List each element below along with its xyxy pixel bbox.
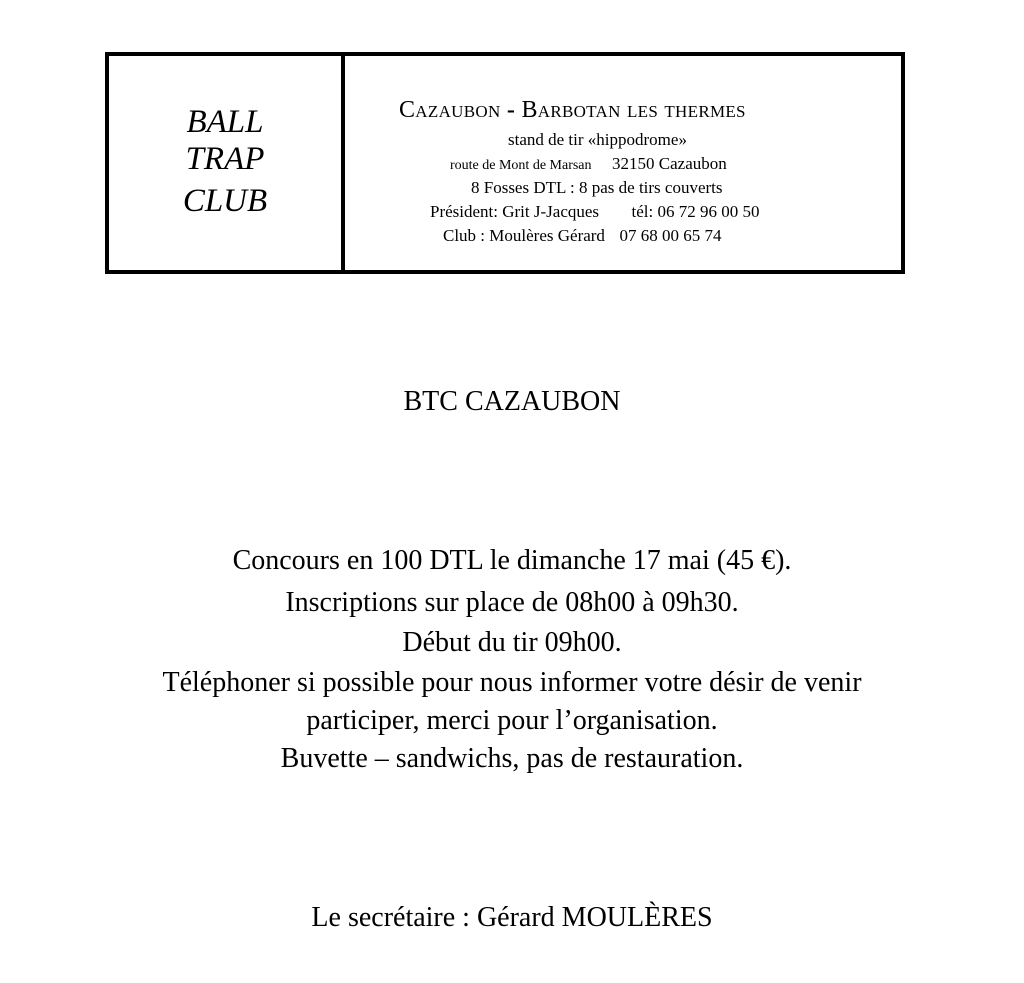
announcement-line-1: Concours en 100 DTL le dimanche 17 mai (45 €). — [232, 545, 792, 576]
venue-title-separator: - — [506, 97, 516, 123]
fosses-info: 8 Fosses DTL : 8 pas de tirs couverts — [471, 178, 723, 197]
venue-title — [399, 96, 746, 124]
club-info-cell — [345, 56, 901, 270]
club-name-line-2: TRAP — [185, 141, 265, 177]
signature: Le secrétaire : Gérard MOULÈRES — [311, 902, 713, 933]
president-name: Président: Grit J-Jacques — [430, 202, 600, 221]
address-route: route de Mont de Marsan — [450, 158, 592, 173]
club-contact-phone: 07 68 00 65 74 — [619, 226, 722, 245]
president-phone: tél: 06 72 96 00 50 — [631, 202, 760, 221]
address-line — [450, 154, 727, 176]
address-postcode-city: 32150 Cazaubon — [612, 154, 727, 173]
announcement-line-4: Téléphoner si possible pour nous informer votre désir de venir — [162, 667, 862, 698]
president-line — [430, 202, 760, 222]
club-name-line-1: BALL — [186, 104, 264, 140]
club-contact-name: Club : Moulères Gérard — [443, 226, 605, 245]
announcement-line-3: Début du tir 09h00. — [402, 627, 622, 658]
club-contact-line — [443, 226, 721, 246]
club-name-line-3: CLUB — [182, 183, 268, 219]
page-heading: BTC CAZAUBON — [403, 386, 621, 417]
announcement-line-5: participer, merci pour l’organisation. — [306, 705, 718, 736]
venue-title-part2: Barbotan les thermes — [521, 97, 746, 123]
stand-name: stand de tir «hippodrome» — [508, 130, 687, 149]
announcement-line-2: Inscriptions sur place de 08h00 à 09h30. — [285, 587, 739, 618]
letterhead-box — [105, 52, 905, 274]
club-name-cell — [109, 56, 345, 270]
venue-title-part1: Cazaubon — [399, 97, 501, 123]
announcement-line-6: Buvette – sandwichs, pas de restauration. — [280, 743, 744, 774]
